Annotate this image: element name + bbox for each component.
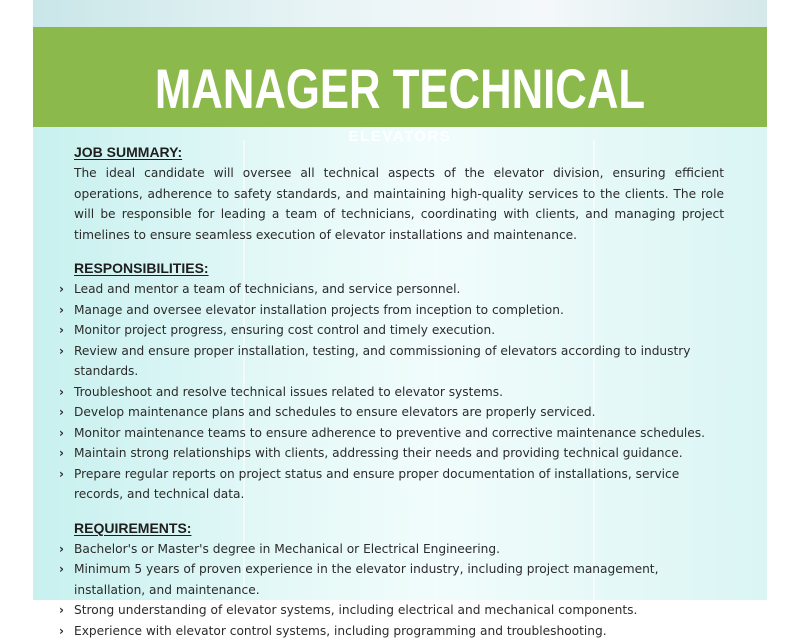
list-item-text: Minimum 5 years of proven experience in the elevator industry, including project management, installation, and maintenance. — [74, 562, 658, 597]
list-item — [74, 341, 724, 382]
list-item — [74, 600, 724, 621]
responsibilities-heading: RESPONSIBILITIES: — [74, 259, 724, 279]
page-title: MANAGER TECHNICAL — [114, 61, 687, 117]
list-item — [74, 559, 724, 600]
list-item-text: Strong understanding of elevator systems, including electrical and mechanical components. — [74, 603, 637, 617]
list-item-text: Experience with elevator control systems, including programming and troubleshooting. — [74, 624, 607, 638]
list-item — [74, 423, 724, 444]
list-item-text: Maintain strong relationships with clients, addressing their needs and providing technical guidance. — [74, 446, 683, 460]
list-item-text: Bachelor's or Master's degree in Mechanical or Electrical Engineering. — [74, 542, 500, 556]
list-item — [74, 300, 724, 321]
bullet-icon: › — [59, 464, 64, 485]
bullet-icon: › — [59, 341, 64, 362]
list-item-text: Manage and oversee elevator installation projects from inception to completion. — [74, 303, 564, 317]
bullet-icon: › — [59, 423, 64, 444]
job-summary-heading: JOB SUMMARY: — [74, 143, 724, 163]
job-description — [74, 143, 724, 641]
bullet-icon: › — [59, 539, 64, 560]
bullet-icon: › — [59, 300, 64, 321]
list-item-text: Troubleshoot and resolve technical issues related to elevator systems. — [74, 385, 503, 399]
list-item-text: Develop maintenance plans and schedules to ensure elevators are properly serviced. — [74, 405, 596, 419]
list-item-text: Monitor project progress, ensuring cost control and timely execution. — [74, 323, 495, 337]
page-subtitle: ELEVATORS — [33, 128, 767, 145]
bullet-icon: › — [59, 600, 64, 621]
bullet-icon: › — [59, 559, 64, 580]
bullet-icon: › — [59, 279, 64, 300]
list-item — [74, 443, 724, 464]
list-item-text: Lead and mentor a team of technicians, and service personnel. — [74, 282, 460, 296]
list-item-text: Monitor maintenance teams to ensure adherence to preventive and corrective maintenance schedules. — [74, 426, 705, 440]
list-item-text: Review and ensure proper installation, testing, and commissioning of elevators according to industry standards. — [74, 344, 691, 379]
list-item — [74, 402, 724, 423]
bullet-icon: › — [59, 320, 64, 341]
list-item-text: Prepare regular reports on project status and ensure proper documentation of installations, service records, and technical data. — [74, 467, 679, 502]
list-item — [74, 382, 724, 403]
bullet-icon: › — [59, 443, 64, 464]
header-banner — [33, 27, 767, 127]
requirements-list — [74, 539, 724, 641]
list-item — [74, 279, 724, 300]
requirements-heading: REQUIREMENTS: — [74, 519, 724, 539]
list-item — [74, 621, 724, 641]
bullet-icon: › — [59, 382, 64, 403]
list-item — [74, 539, 724, 560]
bullet-icon: › — [59, 402, 64, 423]
bullet-icon: › — [59, 621, 64, 641]
responsibilities-list — [74, 279, 724, 505]
list-item — [74, 464, 724, 505]
job-summary-text: The ideal candidate will oversee all technical aspects of the elevator division, ensuring efficient operations, adherence to safety standards, and maintaining high-quality services to the clients. The role will be responsible for leading a team of technicians, coordinating with clients, and managing project timelines to ensure seamless execution of elevator installations and maintenance. — [74, 163, 724, 245]
list-item — [74, 320, 724, 341]
